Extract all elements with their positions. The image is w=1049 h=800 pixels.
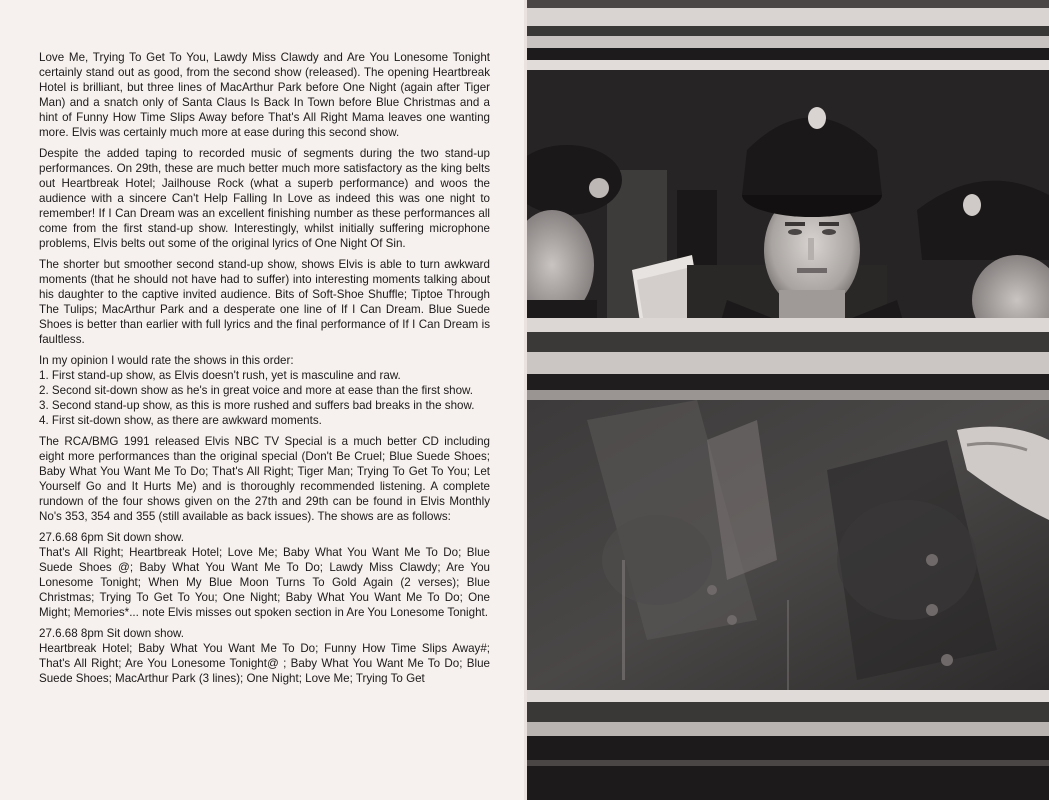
paragraph-second-stand-up: The shorter but smoother second stand-up show, shows Elvis is able to turn awkward moments (that he should not have had to suffer) into interesting moments talking about his daughter to the captive invited audience. Bits of Soft-Shoe Shuffle; Tiptoe Through The Tulips; MacArthur Park and a desperate one line of If I Can Dream. Blue Suede Shoes is better than earlier with full lyrics and the final performance of If I Can Dream is faultless. <box>39 258 490 346</box>
show1-heading: 27.6.68 6pm Sit down show. <box>39 531 185 544</box>
show1-setlist: That's All Right; Heartbreak Hotel; Love Me; Baby What You Want Me To Do; Blue Suede Shoes @; Baby What You Want Me To Do; Lawdy Miss Clawdy; Are You Lonesome Tonight; When My Blue Moon Turns To Gold Again (2 verses); Blue Christmas; Trying To Get To You; One Night; Baby What You Want Me To Do; One Might; Memories*... note Elvis misses out spoken section in Are You Lonesome Tonight. <box>39 546 490 619</box>
ranking-item: 2. Second sit-down show as he's in great voice and more at ease than the first show. <box>39 384 474 397</box>
article-text <box>39 50 490 686</box>
paragraph-stand-up-shows: Despite the added taping to recorded music of segments during the two stand-up performances. On 29th, these are much better much more satisfactory as the king belts out Heartbreak Hotel; Jailhouse Rock (what a superb performance) and woos the audience with a sincere Can't Help Falling In Love as indeed this was one night to remember! If I Can Dream was an excellent finishing number as these performances all come from the first stand-up show. Interestingly, whilst initially suffering microphone problems, Elvis belts out some of the original lyrics of One Night Of Sin. <box>39 147 490 250</box>
ranking-list <box>39 368 490 428</box>
show2-setlist: Heartbreak Hotel; Baby What You Want Me To Do; Funny How Time Slips Away#; That's All Right; Are You Lonesome Tonight@ ; Baby What You Want Me To Do; Blue Suede Shoes; MacArthur Park (3 lines); One Night; Love Me; Trying To Get <box>39 642 490 685</box>
paragraph-cd-release: The RCA/BMG 1991 released Elvis NBC TV Special is a much better CD including eight more performances than the original special (Don't Be Cruel; Blue Suede Shoes; Baby What You Want Me To Do; That's All Right; Tiger Man; Trying To Get To You; Let Yourself Go and It Hurts Me) and is thoroughly recommended listening. A complete rundown of the four shows given on the 27th and 29th can be found in Elvis Monthly No's 353, 354 and 355 (still available as back issues). The shows are as follows: <box>39 435 490 523</box>
soldiers-train-window-photo <box>527 0 1049 800</box>
paragraph-second-show: Love Me, Trying To Get To You, Lawdy Miss Clawdy and Are You Lonesome Tonight certainly stand out as good, from the second show (released). The opening Heartbreak Hotel is brilliant, but three lines of MacArthur Park before One Night (again after Tiger Man) and a snatch only of Santa Claus Is Back In Town before Blue Christmas and a hint of Funny How Time Slips Away before That's All Right Mama leaves one wanting more. Elvis was certainly much more at ease during this second show. <box>39 51 490 139</box>
ranking-item: 1. First stand-up show, as Elvis doesn't rush, yet is masculine and raw. <box>39 369 401 382</box>
show2-heading: 27.6.68 8pm Sit down show. <box>39 627 185 640</box>
paragraph-rating-intro: In my opinion I would rate the shows in this order: <box>39 354 294 367</box>
ranking-item: 4. First sit-down show, as there are awkward moments. <box>39 414 322 427</box>
right-page <box>527 0 1049 800</box>
ranking-item: 3. Second stand-up show, as this is more rushed and suffers bad breaks in the show. <box>39 399 475 412</box>
left-page <box>0 0 524 800</box>
